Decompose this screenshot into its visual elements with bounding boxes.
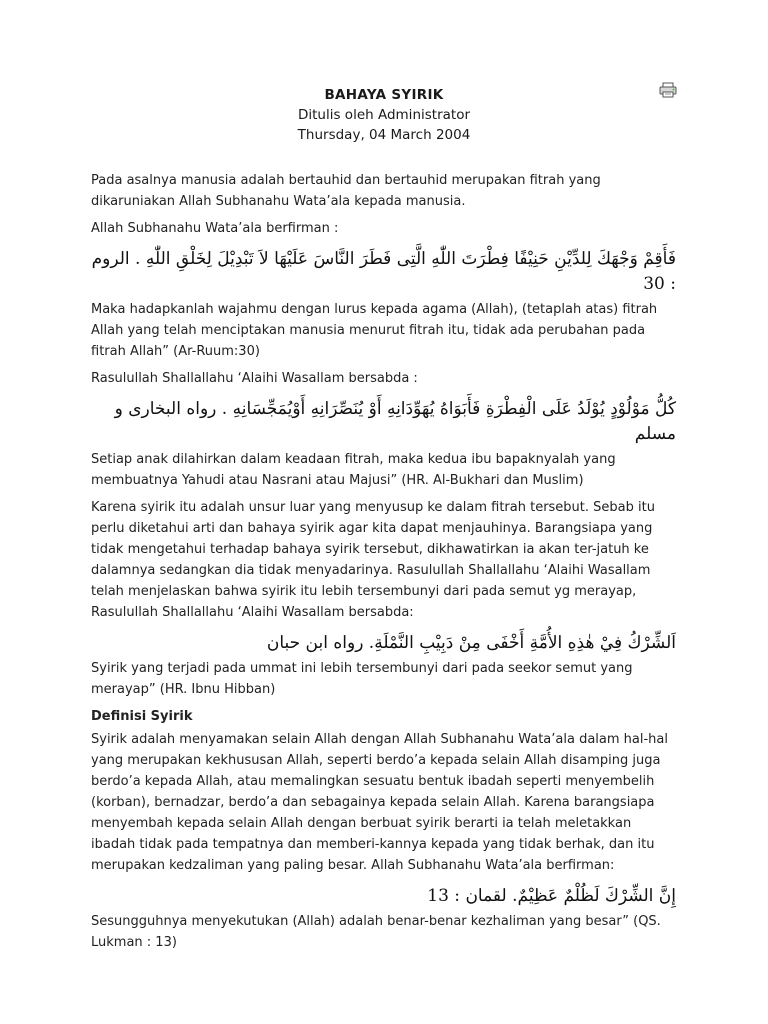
article-date: Thursday, 04 March 2004 [297, 127, 471, 143]
article-body [91, 170, 676, 959]
paragraph-translation-ar-ruum: Maka hadapkanlah wajahmu dengan lurus kepada agama (Allah), (tetaplah atas) fitrah Allah yang telah menciptakan manusia menurut fitrah itu, tidak ada perubahan pada fitrah Allah” (Ar-Ruum:30) [91, 302, 658, 359]
arabic-verse-lukman: إِنَّ الشِّرْكَ لَظُلْمٌ عَظِيْمٌ. لقمان : 13 [427, 886, 676, 906]
paragraph-translation-fitrah: Setiap anak dilahirkan dalam keadaan fitrah, maka kedua ibu bapaknyalah yang membuatnya Yahudi atau Nasrani atau Majusi” (HR. Al-Bukhari dan Muslim) [91, 452, 616, 488]
arabic-verse-ar-ruum: فَأَقِمْ وَجْهَكَ لِلدِّيْنِ حَنِيْفًا فِطْرَتَ اللّٰهِ الَّتِى فَطَرَ النَّاسَ عَلَيْهَا لاَ تَبْدِيْلَ لِخَلْقِ اللّٰهِ . الروم : 30 [91, 249, 676, 294]
paragraph-translation-lukman: Sesungguhnya menyekutukan (Allah) adalah benar-benar kezhaliman yang besar” (QS. Lukman : 13) [91, 914, 661, 950]
section-heading-definisi: Definisi Syirik [91, 709, 193, 724]
paragraph-syirik-explanation: Karena syirik itu adalah unsur luar yang menyusup ke dalam fitrah tersebut. Sebab itu perlu diketahui arti dan bahaya syirik agar kita dapat menjauhinya. Barangsiapa yang tidak mengetahui terhadap bahaya syirik tersebut, dikhawatirkan ia akan ter-jatuh ke dalamnya sedangkan dia tidak menyadarinya. Rasulullah Shallallahu ‘Alaihi Wasallam telah menjelaskan bahwa syirik itu lebih tersembunyi dari pada semut yg merayap, Rasulullah Shallallahu ‘Alaihi Wasallam bersabda: [91, 500, 655, 620]
arabic-hadith-semut: اَلشِّرْكُ فِيْ هٰذِهِ الأُمَّةِ أَخْفَى مِنْ دَبِيْبِ النَّمْلَةِ. رواه ابن حبان [266, 633, 676, 653]
article-title: BAHAYA SYIRIK [324, 87, 444, 103]
article-author: Ditulis oleh Administrator [297, 107, 470, 123]
paragraph-intro: Pada asalnya manusia adalah bertauhid dan bertauhid merupakan fitrah yang dikaruniakan Allah Subhanahu Wata’ala kepada manusia. [91, 173, 601, 209]
paragraph-definisi: Syirik adalah menyamakan selain Allah dengan Allah Subhanahu Wata’ala dalam hal-hal yang merupakan kekhususan Allah, seperti berdo’a kepada selain Allah disamping juga berdo’a kepada Allah, atau memalingkan sesuatu bentuk ibadah seperti menyembelih (korban), bernadzar, berdo’a dan sebagainya kepada selain Allah. Karena barangsiapa menyembah kepada selain Allah dengan berbuat syirik berarti ia telah meletakkan ibadah tidak pada tempatnya dan memberi-kannya kepada yang tidak berhak, dan itu merupakan kedzaliman yang paling besar. Allah Subhanahu Wata’ala berfirman: [91, 732, 669, 873]
paragraph-firman-1: Allah Subhanahu Wata’ala berfirman : [91, 221, 339, 236]
paragraph-sabda-1: Rasulullah Shallallahu ‘Alaihi Wasallam bersabda : [91, 371, 418, 386]
arabic-hadith-fitrah: كُلُّ مَوْلُوْدٍ يُوْلَدُ عَلَى الْفِطْرَةِ فَأَبَوَاهُ يُهَوِّدَانِهِ أَوْ يُنَصِّرَانِهِ أَوْيُمَجِّسَانِهِ . رواه البخارى و مسلم [114, 399, 676, 444]
paragraph-translation-semut: Syirik yang terjadi pada ummat ini lebih tersembunyi dari pada seekor semut yang merayap” (HR. Ibnu Hibban) [91, 661, 633, 697]
